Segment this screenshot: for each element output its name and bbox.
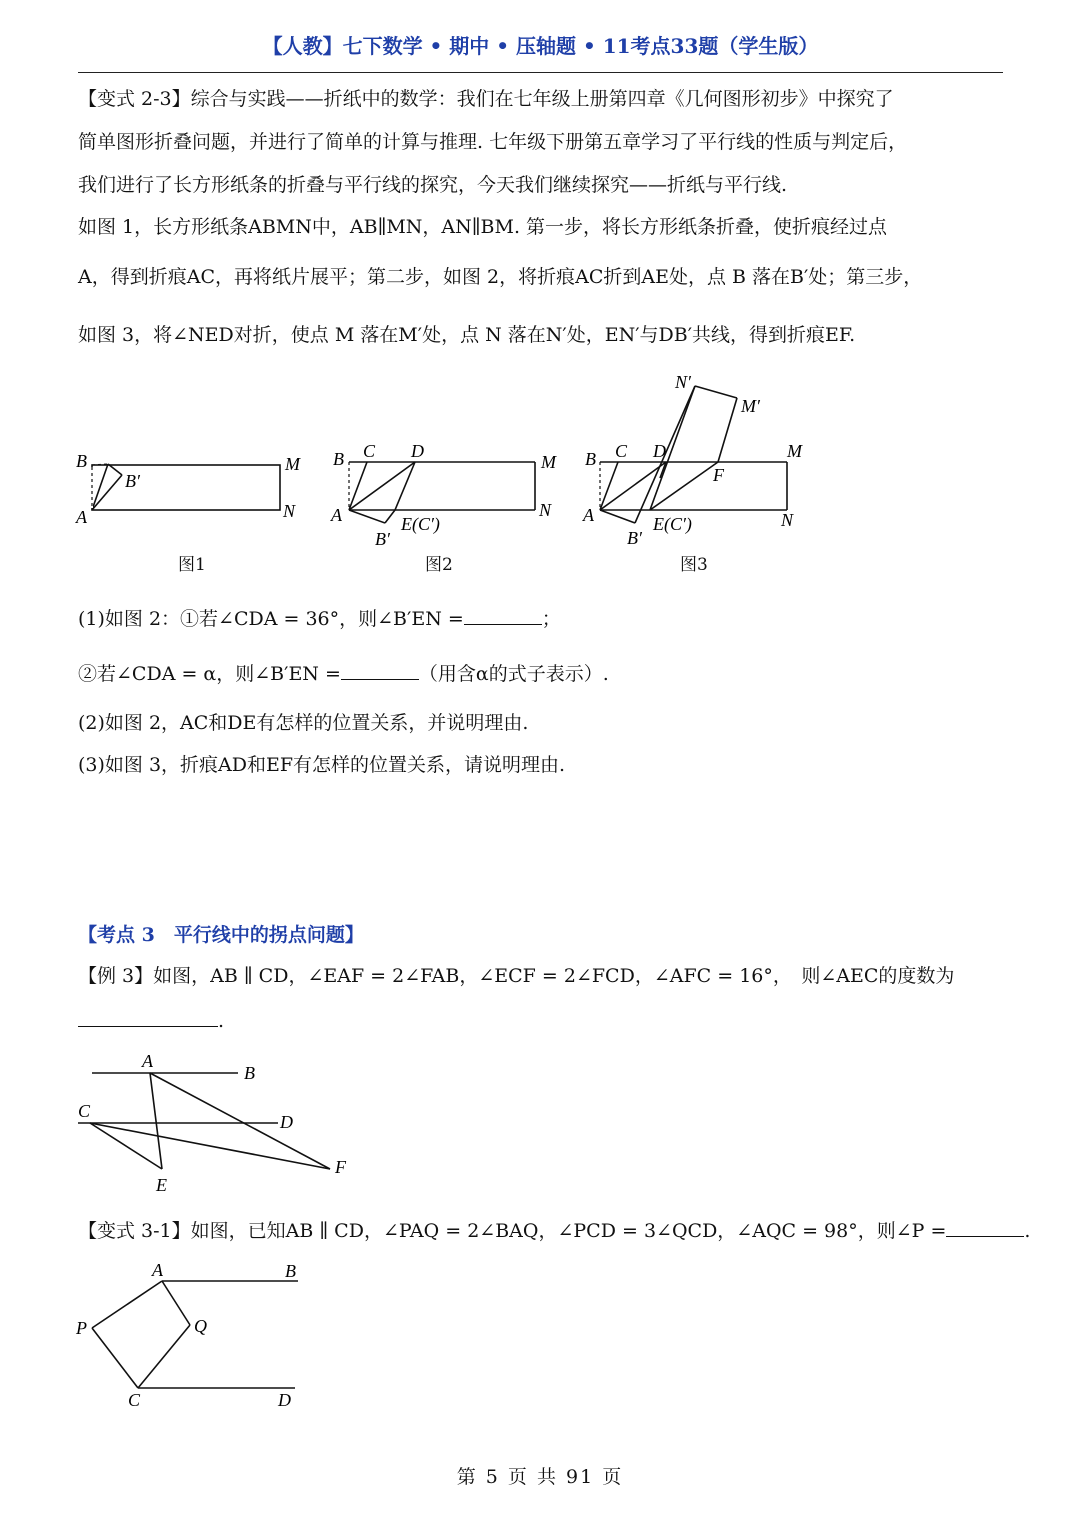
question-1a-end: ； [541,608,561,630]
ex3-label-C: C [78,1101,91,1121]
v31-label-Q: Q [194,1316,207,1336]
example-3-figure [70,1045,360,1195]
question-1b [78,661,1008,687]
fig3-label-M: M [787,441,802,461]
v31-label-A: A [152,1260,163,1280]
variant23-line3: 我们进行了长方形纸条的折叠与平行线的探究，今天我们继续探究——折纸与平行线. [78,174,788,196]
fig1-label-B: B [76,451,87,471]
variant-3-1-figure [70,1258,320,1413]
fig1-label-M: M [285,454,300,474]
v31-label-D: D [278,1390,291,1410]
answer-blank-1b [341,661,419,680]
figure-1 [70,445,310,535]
fig3-label-N: N [781,510,794,530]
fig2-label-D: D [411,441,424,461]
v31-label-C: C [128,1390,141,1410]
question-1a [78,606,1008,632]
fig2-label-C: C [363,441,376,461]
v31-label-B: B [285,1261,296,1281]
fig2-label-E: E(C′) [401,514,440,534]
page-number: 第 5 页 共 91 页 [456,1466,624,1488]
ex3-label-E: E [156,1175,167,1195]
variant23-line1: 【变式 2-3】综合与实践——折纸中的数学：我们在七年级上册第四章《几何图形初步》中探究了 [78,88,894,110]
ex3-label-A: A [142,1051,153,1071]
fig2-label-B: B [333,449,344,469]
ex3-label-F: F [335,1157,346,1177]
fig2-label-N: N [539,500,552,520]
fig3-label-A: A [583,505,594,525]
fig3-label-B: B [585,449,596,469]
section-title-kaodian3: 【考点 3 平行线中的拐点问题】 [78,924,364,946]
ex3-label-B: B [244,1063,255,1083]
variant23-line4: 如图 1，长方形纸条ABMN中，AB∥MN，AN∥BM. 第一步，将长方形纸条折叠，使折痕经过点 [78,216,888,238]
answer-blank-ex3 [78,1008,218,1027]
question-1b-text: ②若∠CDA = α，则∠B′EN = [78,663,341,685]
fig3-label-Nprime: N′ [675,372,691,392]
variant-3-1-text: 【变式 3-1】如图，已知AB ∥ CD，∠PAQ = 2∠BAQ，∠PCD = 3∠QCD，∠AQC = 98°，则∠P = [78,1220,947,1242]
question-1b-end: （用含α的式子表示）. [418,663,609,685]
figure2-caption: 图2 [425,555,453,575]
fig3-label-Mprime: M′ [741,396,760,416]
page-header: 【人教】七下数学 • 期中 • 压轴题 • 11考点33题（学生版） [262,34,819,58]
variant-3-1-end: . [1024,1220,1031,1242]
fig3-label-C: C [615,441,628,461]
fig2-label-M: M [541,452,556,472]
example-3-answer-line [78,1008,1008,1034]
figure3-caption: 图3 [680,555,708,575]
question-3: (3)如图 3，折痕AD和EF有怎样的位置关系，请说明理由. [78,754,566,776]
example-3-end: . [218,1010,225,1032]
figure-3 [575,370,820,550]
fig2-label-Bprime: B′ [375,529,390,549]
figure1-caption: 图1 [178,555,206,575]
fig3-label-Bprime: B′ [627,528,642,548]
fig1-label-Bprime: B′ [125,471,140,491]
fig1-label-N: N [283,501,296,521]
variant23-line5: A，得到折痕AC，再将纸片展平；第二步，如图 2，将折痕AC折到AE处，点 B 落在B′处；第三步， [78,266,923,288]
answer-blank-v31 [946,1218,1024,1237]
ex3-label-D: D [280,1112,293,1132]
fig3-label-F: F [713,465,724,485]
answer-blank-1a [464,606,542,625]
variant23-line6: 如图 3，将∠NED对折，使点 M 落在M′处，点 N 落在N′处，EN′与DB′共线，得到折痕EF. [78,324,856,346]
figure-2 [325,435,570,550]
variant-3-1 [78,1218,1031,1244]
fig3-label-D: D [653,441,666,461]
question-2: (2)如图 2，AC和DE有怎样的位置关系，并说明理由. [78,712,529,734]
question-1a-text: (1)如图 2：①若∠CDA = 36°，则∠B′EN = [78,608,464,630]
fig1-label-A: A [76,507,87,527]
fig2-label-A: A [331,505,342,525]
header-divider [78,72,1003,73]
fig3-label-E: E(C′) [653,514,692,534]
v31-label-P: P [76,1318,87,1338]
example-3: 【例 3】如图，AB ∥ CD，∠EAF = 2∠FAB，∠ECF = 2∠FCD，∠AFC = 16°， 则∠AEC的度数为 [78,965,955,987]
variant23-line2: 简单图形折叠问题，并进行了简单的计算与推理. 七年级下册第五章学习了平行线的性质与判定后， [78,131,908,153]
